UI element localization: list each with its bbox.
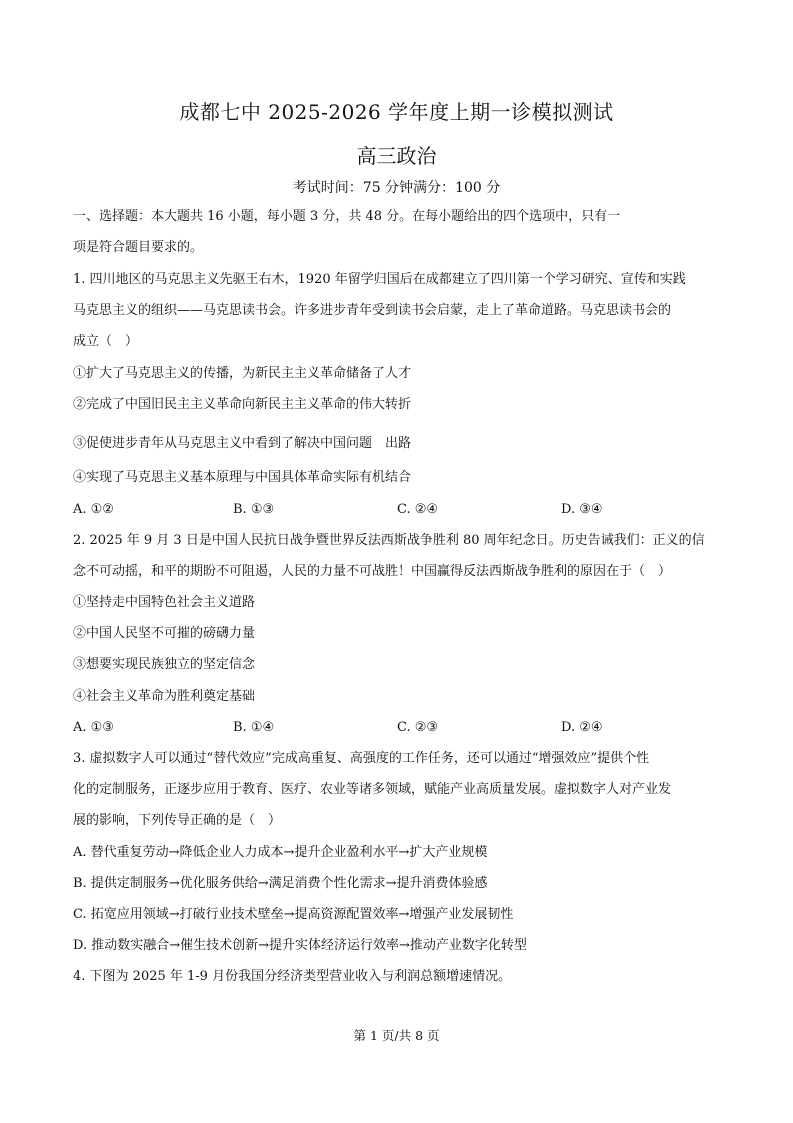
- q1-statement-4: ④实现了马克思主义基本原理与中国具体革命实际有机结合: [73, 470, 412, 485]
- q2-statement-1: ①坚持走中国特色社会主义道路: [73, 595, 256, 610]
- q2-statement-3: ③想要实现民族独立的坚定信念: [73, 657, 256, 672]
- q1-statement-2: ②完成了中国旧民主主义革命向新民主主义革命的伟大转折: [73, 397, 412, 412]
- q2-option-d[interactable]: D. ②④: [561, 720, 603, 735]
- q2-stem-line2: 念不可动摇，和平的期盼不可阻遏，人民的力量不可战胜！中国赢得反法西斯战争胜利的原因在于（ ）: [73, 564, 672, 579]
- q2-statement-2: ②中国人民坚不可摧的磅礴力量: [73, 626, 256, 641]
- exam-info: 考试时间：75 分钟满分：100 分: [292, 180, 501, 196]
- q1-stem-line3: 成立（ ）: [73, 334, 139, 349]
- q2-option-c[interactable]: C. ②③: [397, 720, 439, 735]
- q3-option-c[interactable]: C. 拓宽应用领域→打破行业技术壁垒→提高资源配置效率→增强产业发展韧性: [73, 907, 514, 922]
- q2-option-b[interactable]: B. ①④: [233, 720, 275, 735]
- q3-stem-line3: 展的影响，下列传导正确的是（ ）: [73, 813, 282, 828]
- q2-option-a[interactable]: A. ①③: [73, 720, 114, 735]
- q2-statement-4: ④社会主义革命为胜利奠定基础: [73, 689, 256, 704]
- section-instructions-line1: 一、选择题：本大题共 16 小题，每小题 3 分，共 48 分。在每小题给出的四个选项中，只有一: [73, 209, 621, 224]
- q1-option-b[interactable]: B. ①③: [233, 502, 275, 517]
- q1-option-c[interactable]: C. ②④: [397, 502, 439, 517]
- section-instructions-line2: 项是符合题目要求的。: [73, 240, 204, 255]
- q2-stem-line1: 2. 2025 年 9 月 3 日是中国人民抗日战争暨世界反法西斯战争胜利 80 周年纪念日。历史告诫我们：正义的信: [73, 533, 705, 548]
- q1-stem-line2: 马克思主义的组织——马克思读书会。许多进步青年受到读书会启蒙，走上了革命道路。马克思读书会的: [73, 303, 672, 318]
- exam-title: 成都七中 2025-2026 学年度上期一诊模拟测试: [179, 100, 614, 124]
- exam-subject: 高三政治: [356, 144, 437, 168]
- q1-statement-3: ③促使进步青年从马克思主义中看到了解决中国问题 出路: [73, 436, 412, 451]
- q3-option-d[interactable]: D. 推动数实融合→催生技术创新→提升实体经济运行效率→推动产业数字化转型: [73, 938, 527, 953]
- q3-stem-line2: 化的定制服务，正逐步应用于教育、医疗、农业等诸多领域，赋能产业高质量发展。虚拟数字人对产业发: [73, 782, 672, 797]
- q1-stem-line1: 1. 四川地区的马克思主义先驱王右木，1920 年留学归国后在成都建立了四川第一个学习研究、宣传和实践: [73, 272, 686, 287]
- q3-option-b[interactable]: B. 提供定制服务→优化服务供给→满足消费个性化需求→提升消费体验感: [73, 876, 488, 891]
- page-number: 第 1 页/共 8 页: [353, 1028, 440, 1043]
- q1-statement-1: ①扩大了马克思主义的传播，为新民主主义革命储备了人才: [73, 366, 412, 381]
- q1-option-d[interactable]: D. ③④: [561, 502, 603, 517]
- q4-stem-line1: 4. 下图为 2025 年 1-9 月份我国分经济类型营业收入与利润总额增速情况。: [73, 969, 512, 984]
- q3-stem-line1: 3. 虚拟数字人可以通过“替代效应”完成高重复、高强度的工作任务，还可以通过“增强效应”提供个性: [73, 751, 650, 766]
- q3-option-a[interactable]: A. 替代重复劳动→降低企业人力成本→提升企业盈利水平→扩大产业规模: [73, 845, 488, 860]
- q1-options: [73, 501, 723, 519]
- q2-options: [73, 719, 723, 737]
- q1-option-a[interactable]: A. ①②: [73, 502, 114, 517]
